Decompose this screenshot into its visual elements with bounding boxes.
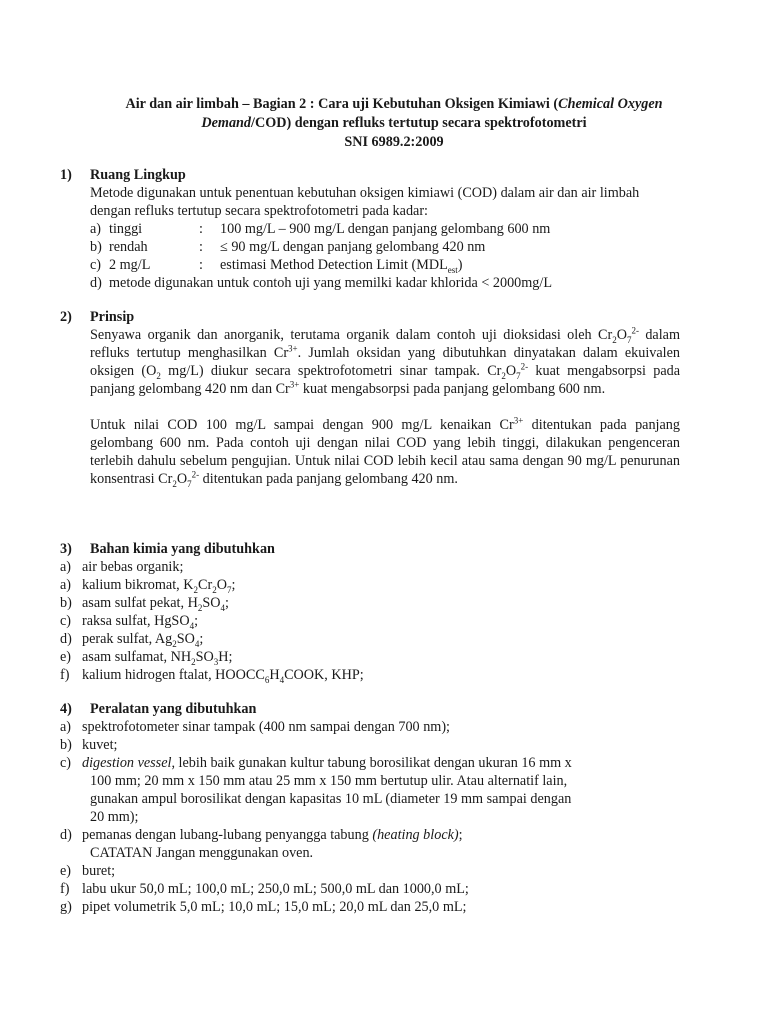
text: ; bbox=[458, 827, 463, 843]
subscript: 4 bbox=[220, 602, 225, 613]
item-text bbox=[82, 826, 680, 844]
paragraph-2 bbox=[90, 416, 680, 488]
item-colon: : bbox=[199, 257, 203, 273]
item-text: labu ukur 50,0 mL; 100,0 mL; 250,0 mL; 500,0 mL dan 1000,0 mL; bbox=[82, 881, 469, 897]
text: Untuk nilai COD 100 mg/L sampai dengan 900 mg/L kenaikan Cr bbox=[90, 417, 514, 433]
text: ; bbox=[231, 577, 236, 593]
text: , lebih baik gunakan kultur tabung borosilikat dengan ukuran 16 mm x bbox=[171, 755, 572, 771]
item-key: rendah bbox=[109, 239, 148, 255]
item-label: b) bbox=[90, 239, 102, 255]
item-text bbox=[82, 754, 680, 772]
item-label: c) bbox=[90, 257, 102, 273]
item-text: buret; bbox=[82, 863, 116, 879]
list-item bbox=[60, 862, 680, 880]
list-item bbox=[60, 880, 680, 898]
section-intro: Metode digunakan untuk penentuan kebutuhan oksigen kimiawi (COD) dalam air dan air limbah dengan refluks tertutup secara spektrofotometri pada kadar: bbox=[90, 185, 640, 219]
subscript: 2 bbox=[501, 370, 506, 381]
superscript: 2- bbox=[520, 361, 529, 372]
text: SO bbox=[176, 631, 195, 647]
list-item bbox=[60, 826, 680, 844]
subscript: 2 bbox=[193, 584, 199, 595]
section-peralatan bbox=[60, 700, 680, 916]
section-ruang-lingkup bbox=[60, 166, 680, 292]
subscript: est bbox=[447, 264, 458, 275]
text: raksa sulfat, HgSO bbox=[82, 613, 190, 629]
subscript: 7 bbox=[516, 370, 521, 381]
item-text: kuvet; bbox=[82, 737, 118, 753]
paragraph-1 bbox=[90, 326, 680, 398]
section-title: Peralatan yang dibutuhkan bbox=[90, 701, 257, 717]
note-text: CATATAN Jangan menggunakan oven. bbox=[90, 845, 314, 861]
subscript: 4 bbox=[189, 620, 195, 631]
item-label: g) bbox=[60, 899, 72, 915]
item-label: a) bbox=[60, 577, 72, 593]
text: SO bbox=[202, 595, 221, 611]
list-item bbox=[90, 238, 680, 256]
text: . Jumlah oksidan yang dibutuhkan dinyatakan dalam ekuivalen oksigen (O bbox=[90, 345, 680, 379]
subscript: 2 bbox=[612, 334, 617, 345]
superscript: 3+ bbox=[288, 343, 298, 354]
section-title: Prinsip bbox=[90, 309, 135, 325]
item-continuation: gunakan ampul borosilikat dengan kapasitas 10 mL (diameter 19 mm sampai dengan bbox=[90, 791, 572, 807]
text: dalam refluks tertutup menghasilkan Cr bbox=[90, 327, 681, 361]
subscript: 2 bbox=[172, 478, 177, 489]
title-italic: Chemical Oxygen bbox=[558, 96, 663, 112]
item-text: air bebas organik; bbox=[82, 559, 184, 575]
item-label: b) bbox=[60, 737, 72, 753]
superscript: 3+ bbox=[289, 379, 300, 390]
item-text-main: estimasi Method Detection Limit (MDL bbox=[220, 257, 448, 273]
list-item bbox=[60, 648, 680, 666]
section-number: 3) bbox=[60, 541, 72, 557]
text: kalium bikromat, K bbox=[82, 577, 194, 593]
section-title: Bahan kimia yang dibutuhkan bbox=[90, 541, 275, 557]
superscript: 2- bbox=[631, 325, 639, 336]
item-text-tail: ) bbox=[457, 257, 463, 273]
item-continuation: 20 mm); bbox=[90, 809, 139, 825]
title-text: /COD) dengan refluks tertutup secara spektrofotometri bbox=[251, 115, 587, 131]
item-label: b) bbox=[60, 595, 72, 611]
list-item bbox=[60, 630, 680, 648]
text: asam sulfamat, NH bbox=[82, 649, 192, 665]
item-label: c) bbox=[60, 755, 72, 771]
section-heading bbox=[60, 700, 680, 718]
text: pemanas dengan lubang-lubang penyangga tabung bbox=[82, 827, 373, 843]
subscript: 2 bbox=[172, 638, 177, 649]
title-italic: Demand bbox=[201, 115, 252, 131]
list-item bbox=[60, 612, 680, 630]
text: kalium hidrogen ftalat, HOOCC bbox=[82, 667, 265, 683]
list-item bbox=[60, 594, 680, 612]
item-text bbox=[82, 648, 680, 666]
subscript: 2 bbox=[197, 602, 203, 613]
item-text bbox=[82, 576, 680, 594]
italic-term: (heating block) bbox=[372, 827, 459, 843]
text: H bbox=[269, 667, 280, 683]
section-prinsip bbox=[60, 308, 680, 488]
text: ; bbox=[199, 631, 204, 647]
item-text: metode digunakan untuk contoh uji yang memilki kadar khlorida < 2000mg/L bbox=[109, 275, 552, 291]
item-continuation: 100 mm; 20 mm x 150 mm atau 25 mm x 150 mm bertutup ulir. Atau alternatif lain, bbox=[90, 773, 568, 789]
superscript: 3+ bbox=[513, 415, 524, 426]
subscript: 2 bbox=[212, 584, 217, 595]
item-key: tinggi bbox=[109, 221, 143, 237]
subscript: 2 bbox=[191, 656, 196, 667]
item-text: 100 mg/L – 900 mg/L dengan panjang gelombang 600 nm bbox=[220, 221, 551, 237]
section-heading bbox=[60, 540, 680, 558]
section-number: 1) bbox=[60, 167, 72, 183]
text: ditentukan pada panjang gelombang 600 nm. Pada contoh uji dengan nilai COD yang lebih tinggi, dilakukan pengenceran terlebih dahulu sebelum pengujian. Untuk nilai COD lebih kecil atau sama dengan 90 mg/L penurunan konsentrasi Cr bbox=[90, 417, 680, 487]
item-colon: : bbox=[199, 221, 203, 237]
subscript: 4 bbox=[194, 638, 200, 649]
section-number: 4) bbox=[60, 701, 72, 717]
text: ; bbox=[224, 595, 229, 611]
subscript: 7 bbox=[226, 584, 232, 595]
item-text: ≤ 90 mg/L dengan panjang gelombang 420 nm bbox=[220, 239, 486, 255]
item-label: e) bbox=[60, 649, 72, 665]
text: COOK, KHP; bbox=[284, 667, 364, 683]
subscript: 3 bbox=[213, 656, 219, 667]
title-line-3: SNI 6989.2:2009 bbox=[344, 134, 444, 150]
list-item bbox=[60, 754, 680, 772]
item-text bbox=[82, 594, 680, 612]
section-heading bbox=[60, 308, 680, 326]
text: kuat mengabsorpsi pada panjang gelombang 600 nm. bbox=[299, 381, 606, 397]
text: Cr bbox=[198, 577, 213, 593]
list-item bbox=[60, 558, 680, 576]
italic-term: digestion vessel bbox=[82, 755, 172, 771]
subscript: 4 bbox=[279, 674, 285, 685]
text: ; bbox=[194, 613, 199, 629]
subscript: 7 bbox=[626, 334, 632, 345]
item-text bbox=[82, 666, 680, 684]
title-line-2 bbox=[60, 114, 728, 133]
text: kuat mengabsorpsi pada panjang gelombang 420 nm dan Cr bbox=[90, 363, 681, 397]
section-heading bbox=[60, 166, 680, 184]
item-text bbox=[82, 630, 680, 648]
list-item bbox=[60, 576, 680, 594]
list-item bbox=[60, 666, 680, 684]
text: mg/L) diukur secara spektrofotometri sinar tampak. Cr bbox=[160, 363, 502, 379]
subscript: 7 bbox=[187, 478, 192, 489]
list-item bbox=[90, 256, 680, 274]
item-label: d) bbox=[90, 275, 102, 291]
item-colon: : bbox=[199, 239, 203, 255]
superscript: 2- bbox=[191, 469, 200, 480]
item-label: f) bbox=[60, 667, 70, 683]
text: O bbox=[216, 577, 227, 593]
section-bahan-kimia bbox=[60, 540, 680, 684]
section-number: 2) bbox=[60, 309, 72, 325]
item-label: e) bbox=[60, 863, 72, 879]
subscript: 2 bbox=[156, 370, 161, 381]
list-item bbox=[60, 736, 680, 754]
text: ditentukan pada panjang gelombang 420 nm. bbox=[199, 471, 458, 487]
item-text bbox=[82, 612, 680, 630]
text: perak sulfat, Ag bbox=[82, 631, 173, 647]
item-label: a) bbox=[90, 221, 102, 237]
text: O bbox=[505, 363, 517, 379]
item-text bbox=[220, 256, 462, 274]
text: SO bbox=[195, 649, 214, 665]
text: H; bbox=[218, 649, 233, 665]
list-item bbox=[60, 718, 680, 736]
list-item bbox=[90, 274, 680, 292]
section-title: Ruang Lingkup bbox=[90, 167, 186, 183]
item-label: c) bbox=[60, 613, 72, 629]
list-item bbox=[60, 898, 680, 916]
document-title bbox=[60, 95, 728, 152]
item-label: a) bbox=[60, 719, 72, 735]
text: O bbox=[176, 471, 188, 487]
subscript: 6 bbox=[264, 674, 270, 685]
title-text: Air dan air limbah – Bagian 2 : Cara uji Kebutuhan Oksigen Kimiawi ( bbox=[125, 96, 559, 112]
item-label: f) bbox=[60, 881, 70, 897]
title-line-1 bbox=[60, 95, 728, 114]
item-text: pipet volumetrik 5,0 mL; 10,0 mL; 15,0 mL; 20,0 mL dan 25,0 mL; bbox=[82, 899, 467, 915]
item-text: spektrofotometer sinar tampak (400 nm sampai dengan 700 nm); bbox=[82, 719, 450, 735]
item-label: d) bbox=[60, 827, 72, 843]
text: asam sulfat pekat, H bbox=[82, 595, 198, 611]
item-label: a) bbox=[60, 559, 72, 575]
item-label: d) bbox=[60, 631, 72, 647]
text: O bbox=[616, 327, 627, 343]
text: Senyawa organik dan anorganik, terutama organik dalam contoh uji dioksidasi oleh Cr bbox=[90, 327, 613, 343]
list-item bbox=[90, 220, 680, 238]
item-key: 2 mg/L bbox=[109, 257, 151, 273]
